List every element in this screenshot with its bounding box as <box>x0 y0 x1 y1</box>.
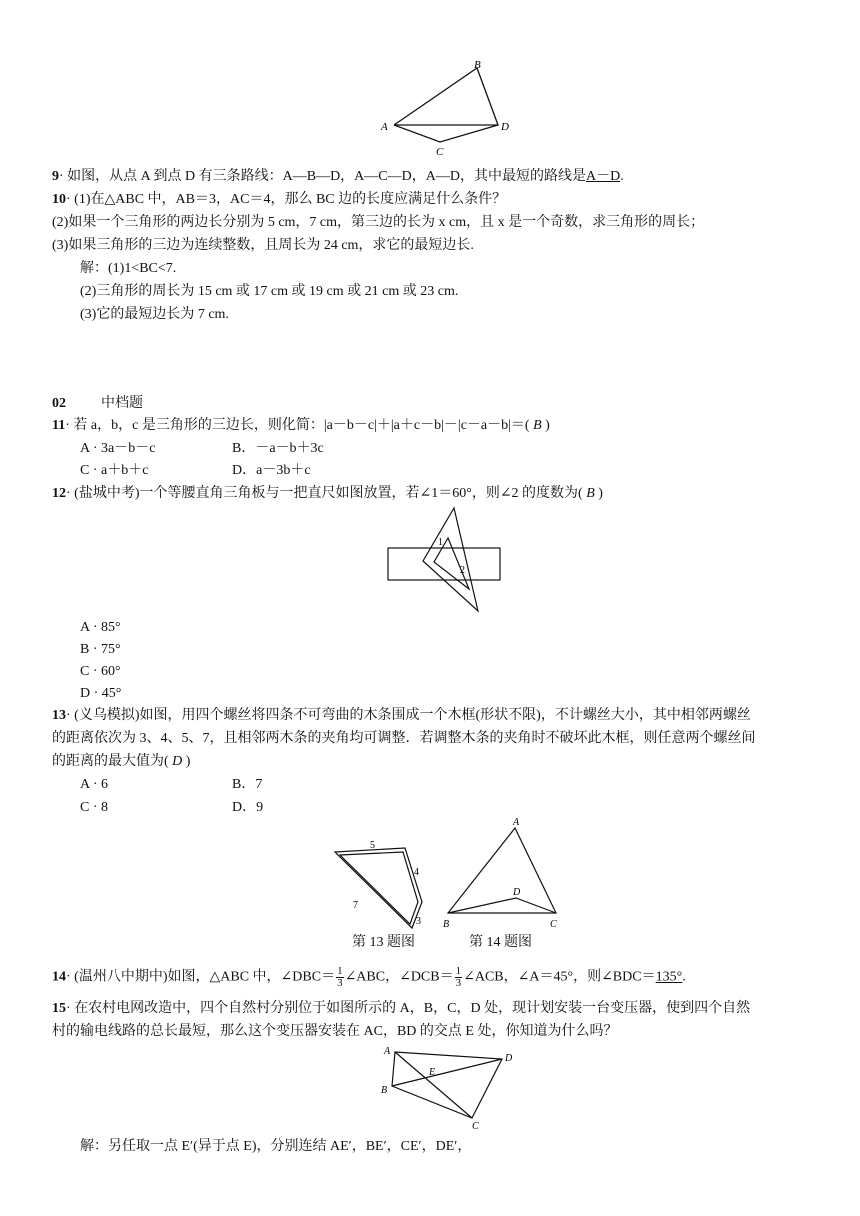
q10-solution-1: 解：(1)1<BC<7. <box>80 261 177 276</box>
q10-part3: (3)如果三角形的三边为连续整数，且周长为 24 cm，求它的最短边长. <box>52 238 474 253</box>
q14-fraction-2 <box>455 966 463 989</box>
q15-sep: · <box>66 1001 71 1016</box>
q9-answer: A－D <box>585 169 621 184</box>
q14-fraction-1 <box>336 966 344 989</box>
q15-line1-text: 在农村电网改造中，四个自然村分别位于如图所示的 A，B，C，D 处，现计划安装一台变压器，使到四个自然 <box>74 1001 751 1016</box>
q10-part2: (2)如果一个三角形的两边长分别为 5 cm，7 cm，第三边的长为 x cm，且 x 是一个奇数，求三角形的周长； <box>52 215 705 230</box>
fig13-caption: 第 13 题图 <box>352 935 415 950</box>
q12-option-a: A · 85° <box>80 620 121 635</box>
q12-number: 12 <box>52 486 66 501</box>
fig9-label-b: B <box>474 59 481 71</box>
q10-sep: · <box>66 192 71 207</box>
q14-f2-num: 1 <box>455 965 462 977</box>
q11-number: 11 <box>52 418 66 433</box>
q14-text-1: (温州八中期中)如图，△ABC 中，∠DBC＝ <box>74 969 336 985</box>
q13-line2: 的距离依次为 3、4、5、7，且相邻两木条的夹角均可调整．若调整木条的夹角时不破坏此木框，则任意两个螺丝间 <box>52 731 756 746</box>
q10-number: 10 <box>52 192 66 207</box>
fig15-label-b: B <box>381 1085 388 1096</box>
question-15-line1 <box>52 1000 750 1018</box>
q15-line2: 村的输电线路的总长最短，那么这个变压器安装在 AC，BD 的交点 E 处，你知道为什么吗？ <box>52 1024 618 1039</box>
fig13-label-4: 4 <box>414 867 419 878</box>
q12-text: (盐城中考)一个等腰直角三角板与一把直尺如图放置，若∠1＝60°，则∠2 的度数为( <box>74 486 583 501</box>
q13-number: 13 <box>52 708 66 723</box>
fig12-label-1: 1 <box>438 537 443 548</box>
q9-text: 如图，从点 A 到点 D 有三条路线：A—B—D，A—C—D，A—D，其中最短的路线是 <box>67 169 586 184</box>
figure-q14 <box>440 815 570 930</box>
fig15-label-e: E <box>429 1067 436 1078</box>
fig15-label-c: C <box>472 1121 479 1130</box>
q14-f1-num: 1 <box>337 965 343 977</box>
q12-answer: B <box>586 486 595 501</box>
fig14-label-c: C <box>550 919 557 930</box>
q14-answer: 135° <box>655 969 683 985</box>
q12-option-b: B · 75° <box>80 642 121 657</box>
fig9-label-c: C <box>436 146 444 158</box>
q12-option-d: D · 45° <box>80 686 122 701</box>
q13-answer: D <box>172 754 183 769</box>
fig14-label-a: A <box>513 817 520 828</box>
q15-solution: 解：另任取一点 E′(异于点 E)，分别连结 AE′，BE′，CE′，DE′， <box>80 1139 472 1154</box>
q9-sep: · <box>59 169 64 184</box>
q13-close: ) <box>185 754 191 769</box>
q11-close: ) <box>545 418 550 433</box>
q11-option-d: D．a－3b＋c <box>232 463 311 478</box>
q13-line3 <box>52 753 190 771</box>
fig14-caption: 第 14 题图 <box>469 935 532 950</box>
question-14 <box>52 966 686 989</box>
question-11 <box>52 417 550 435</box>
figure-q15 <box>378 1045 518 1130</box>
q11-sep: · <box>65 418 70 433</box>
q15-number: 15 <box>52 1001 66 1016</box>
q14-text-3: ∠ACB，∠A＝45°，则∠BDC＝ <box>463 969 656 985</box>
q12-option-c: C · 60° <box>80 664 121 679</box>
section-number: 02 <box>52 396 66 411</box>
q13-option-a: A · 6 <box>80 777 108 792</box>
fig14-label-b: B <box>443 919 450 930</box>
fig9-label-a: A <box>381 121 388 133</box>
q13-option-c: C · 8 <box>80 800 108 815</box>
fig15-label-a: A <box>384 1046 391 1057</box>
q14-end: . <box>682 969 686 985</box>
q11-option-b: B．－a－b＋3c <box>232 441 324 456</box>
q13-line3-text: 的距离的最大值为( <box>52 754 169 769</box>
q11-option-c: C · a＋b＋c <box>80 463 149 478</box>
q10-solution-3: (3)它的最短边长为 7 cm. <box>80 307 229 322</box>
question-9 <box>52 168 624 186</box>
q13-sep: · <box>66 708 71 723</box>
q10-solution-2: (2)三角形的周长为 15 cm 或 17 cm 或 19 cm 或 21 cm 或 23 cm. <box>80 284 459 299</box>
fig13-label-7: 7 <box>353 900 358 911</box>
q11-answer: B <box>533 418 542 433</box>
fig15-label-d: D <box>505 1053 513 1064</box>
q13-line1-text: (义乌模拟)如图，用四个螺丝将四条不可弯曲的木条围成一个木框(形状不限)，不计螺丝大小，其中相邻两螺丝 <box>74 708 751 723</box>
q14-text-2: ∠ABC，∠DCB＝ <box>344 969 454 985</box>
fig13-label-3: 3 <box>416 916 421 927</box>
q13-option-b: B．7 <box>232 777 263 792</box>
figure-q13 <box>325 840 435 930</box>
q9-end: . <box>620 169 624 184</box>
section-header <box>52 395 143 413</box>
section-title: 中档题 <box>101 396 143 411</box>
q10-part1-text: (1)在△ABC 中，AB＝3，AC＝4，那么 BC 边的长度应满足什么条件？ <box>74 192 507 207</box>
fig9-label-d: D <box>501 121 509 133</box>
q11-text: 若 a，b，c 是三角形的三边长，则化简：|a－b－c|＋|a＋c－b|－|c－a－b|＝( <box>73 418 530 433</box>
q14-f1-den: 3 <box>337 977 343 989</box>
q14-sep: · <box>66 969 71 985</box>
q12-close: ) <box>598 486 603 501</box>
figure-q9 <box>378 58 518 158</box>
fig12-label-2: 2 <box>460 565 465 576</box>
fig14-label-d: D <box>513 887 521 898</box>
question-12 <box>52 485 603 503</box>
q9-number: 9 <box>52 169 59 184</box>
q14-number: 14 <box>52 969 66 985</box>
figure-q12 <box>385 505 505 615</box>
q11-option-a: A · 3a－b－c <box>80 441 156 456</box>
question-13-line1 <box>52 707 751 725</box>
q14-f2-den: 3 <box>455 977 462 989</box>
question-10-part1 <box>52 191 506 209</box>
fig13-label-5: 5 <box>370 840 375 851</box>
q13-option-d: D．9 <box>232 800 264 815</box>
q12-sep: · <box>66 486 71 501</box>
